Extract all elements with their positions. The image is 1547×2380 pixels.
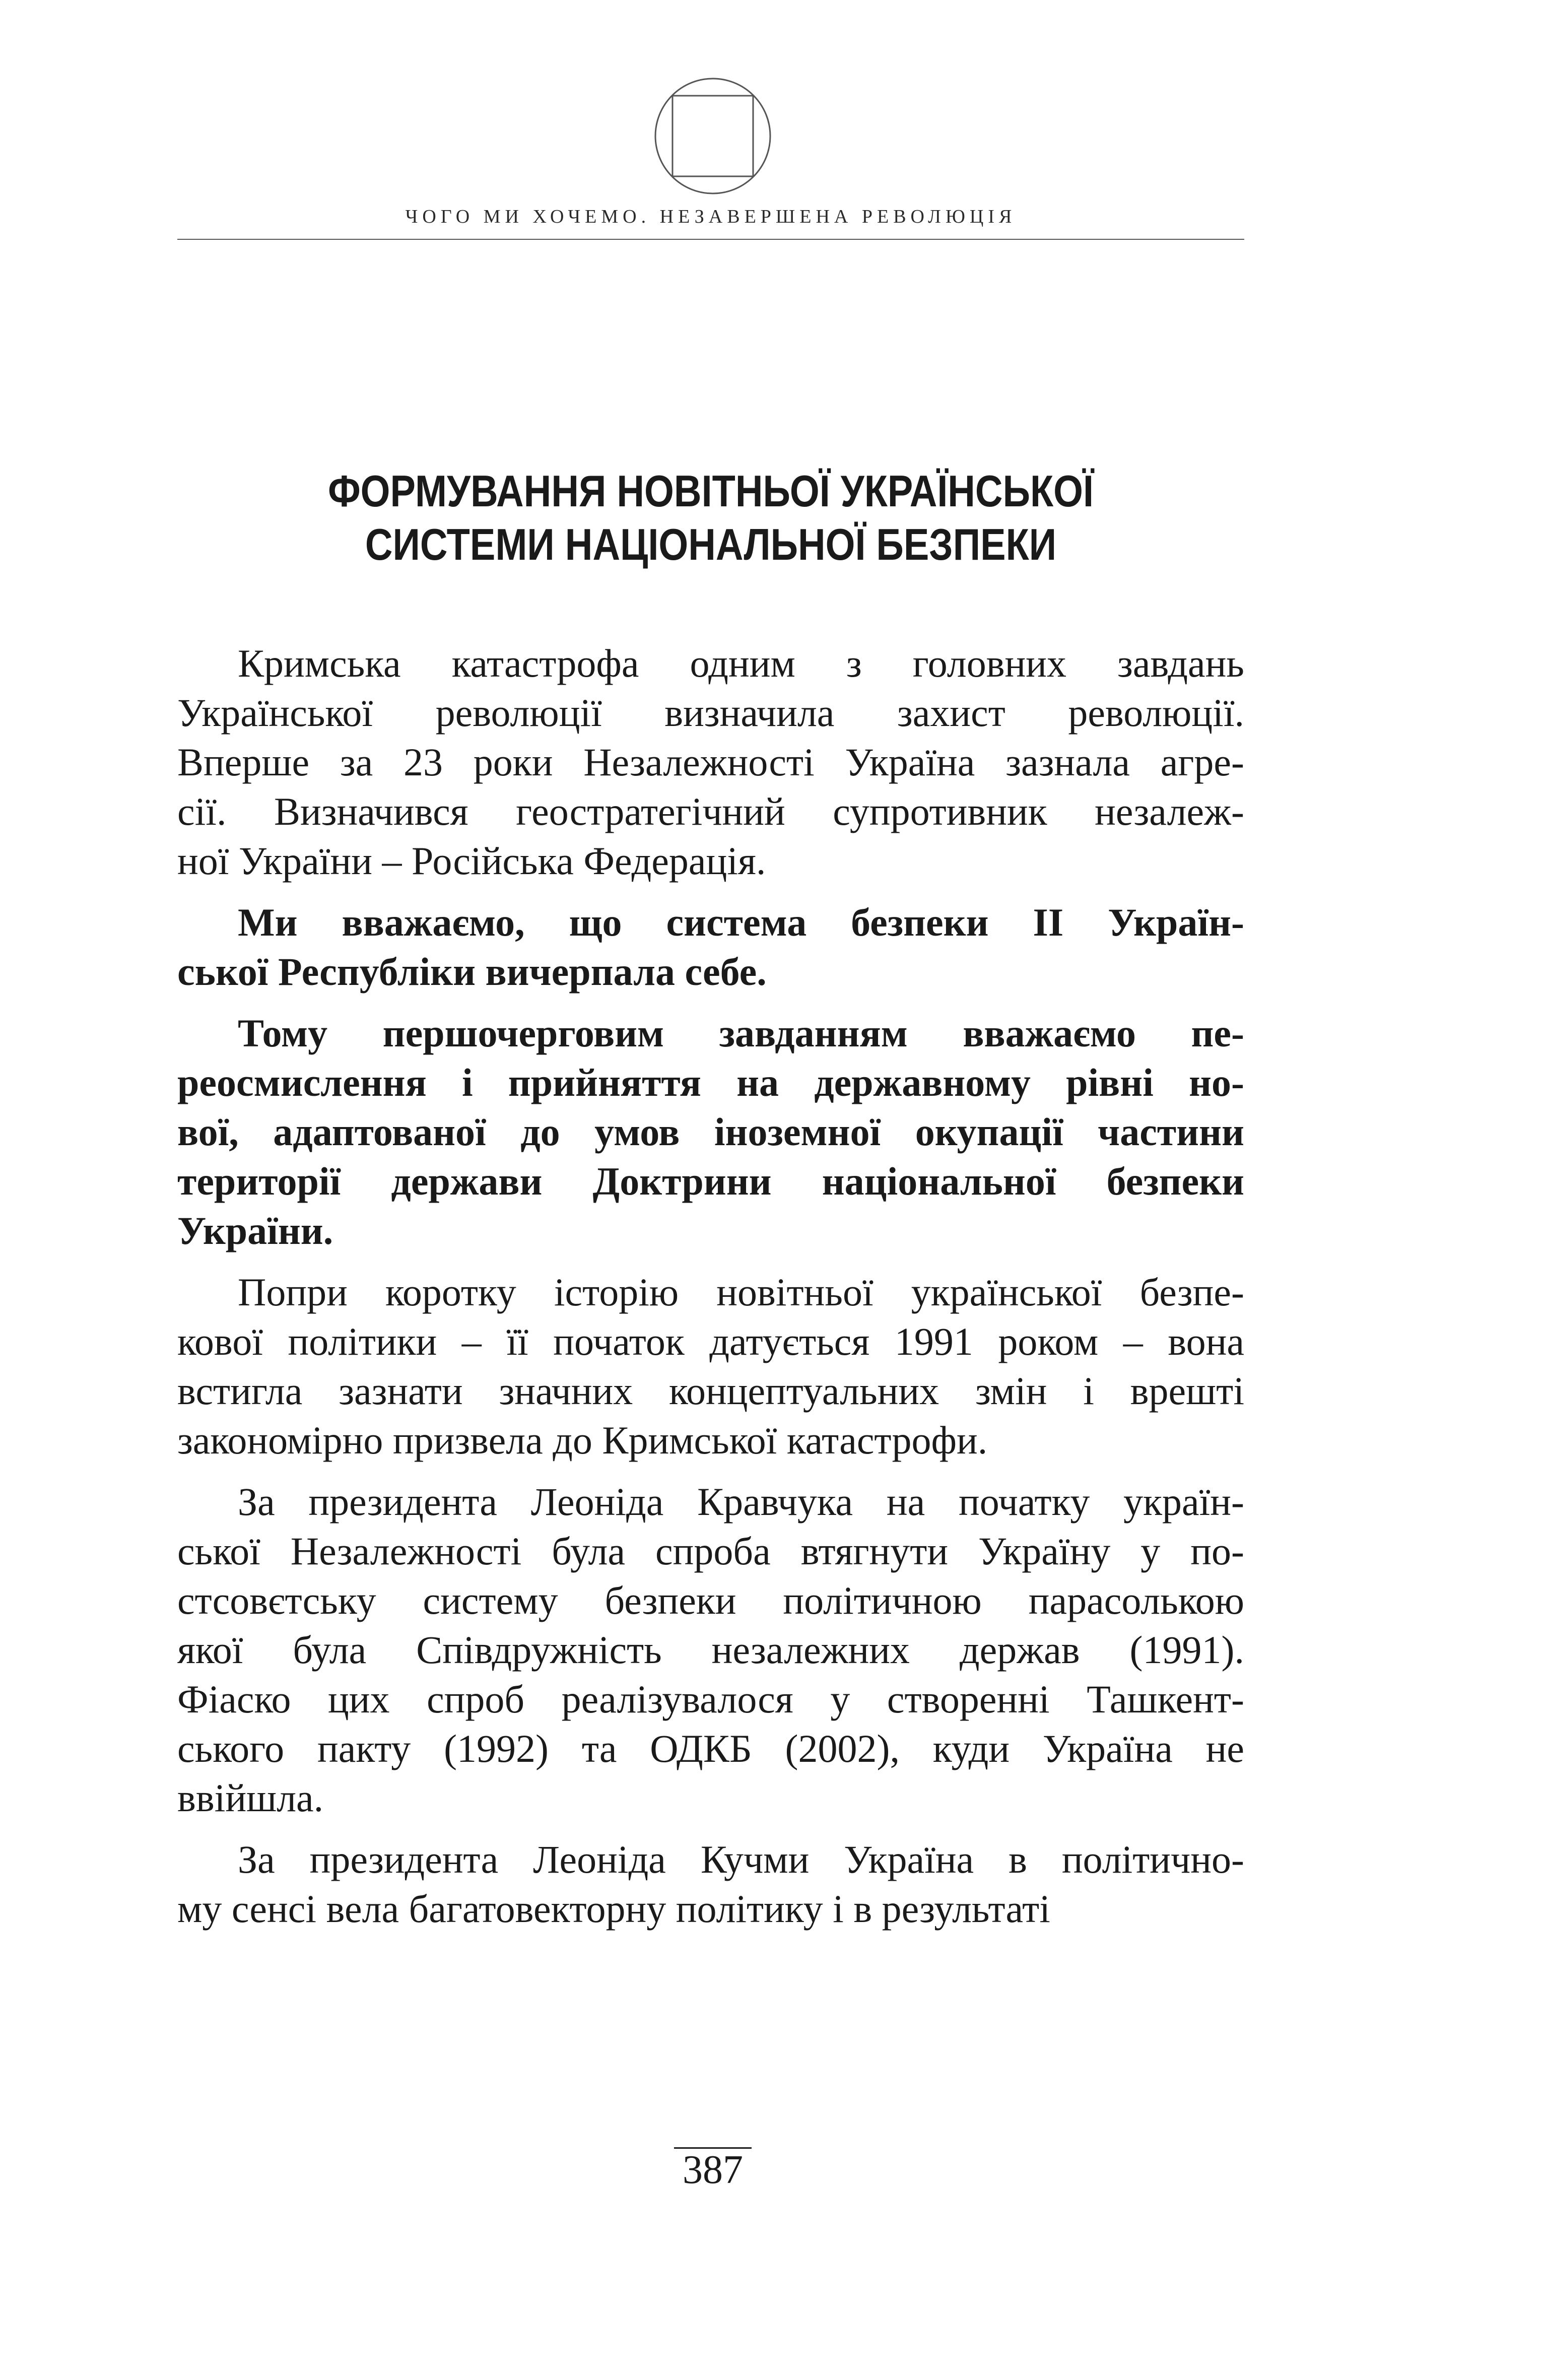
text-line: Кримська катастрофа одним з головних завдань — [238, 641, 1244, 685]
page-number: 387 — [683, 2148, 743, 2192]
text-line: ввійшла. — [177, 1776, 324, 1820]
paragraph-gap — [177, 886, 1244, 898]
paragraph — [177, 639, 1244, 886]
text-line: ського пакту (1992) та ОДКБ (2002), куди Україна не — [177, 1727, 1244, 1770]
text-line: стсовєтську систему безпеки політичною парасолькою — [177, 1578, 1244, 1622]
paragraph-gap — [177, 1465, 1244, 1477]
text-line: Вперше за 23 роки Незалежності Україна зазнала агре- — [177, 740, 1244, 784]
header-rule — [177, 239, 1244, 240]
text-line: За президента Леоніда Кучми Україна в політично- — [238, 1837, 1244, 1881]
text-line: вої, адаптованої до умов іноземної окупації частини — [177, 1110, 1244, 1154]
text-line: Попри коротку історію новітньої української безпе- — [238, 1270, 1244, 1314]
text-line: За президента Леоніда Кравчука на початку україн- — [238, 1480, 1244, 1524]
text-line: території держави Доктрини національної безпеки — [177, 1159, 1244, 1203]
circle-square-emblem-icon — [652, 76, 773, 196]
text-line: встигла зазнати значних концептуальних змін і врешті — [177, 1369, 1244, 1413]
paragraph-gap — [177, 997, 1244, 1009]
text-line: України. — [177, 1209, 333, 1252]
paragraph-gap — [177, 1823, 1244, 1835]
chapter-title — [252, 465, 1169, 571]
chapter-title-line: СИСТЕМИ НАЦІОНАЛЬНОЇ БЕЗПЕКИ — [365, 519, 1057, 569]
text-line: закономірно призвела до Кримської катастрофи. — [177, 1418, 988, 1462]
text-line: якої була Співдружність незалежних держав (1991). — [177, 1628, 1244, 1672]
running-header: ЧОГО МИ ХОЧЕМО. НЕЗАВЕРШЕНА РЕВОЛЮЦІЯ — [405, 206, 1017, 227]
body-text — [177, 639, 1244, 1934]
text-line: Тому першочерговим завданням вважаємо пе- — [238, 1011, 1244, 1055]
text-line: сії. Визначився геостратегічний супротивник незалеж- — [177, 789, 1244, 833]
text-line: му сенсі вела багатовекторну політику і в результаті — [177, 1887, 1050, 1931]
text-line: ської Республіки вичерпала себе. — [177, 950, 767, 994]
bold-paragraph — [177, 898, 1244, 997]
text-line: Української революції визначила захист революції. — [177, 691, 1244, 735]
text-line: ської Незалежності була спроба втягнути Україну у по- — [177, 1529, 1244, 1573]
paragraph — [177, 1477, 1244, 1823]
paragraph — [177, 1268, 1244, 1465]
text-line: Фіаско цих спроб реалізувалося у створенні Ташкент- — [177, 1677, 1244, 1721]
text-line: ної України – Російська Федерація. — [177, 839, 766, 883]
bold-paragraph — [177, 1009, 1244, 1255]
chapter-title-line: ФОРМУВАННЯ НОВІТНЬОЇ УКРАЇНСЬКОЇ — [328, 466, 1094, 516]
paragraph-gap — [177, 1255, 1244, 1268]
text-line: реосмислення і прийняття на державному рівні но- — [177, 1061, 1244, 1104]
text-line: кової політики – її початок датується 1991 роком – вона — [177, 1319, 1244, 1363]
text-line: Ми вважаємо, що система безпеки ІІ Україн- — [238, 900, 1244, 944]
paragraph — [177, 1835, 1244, 1934]
